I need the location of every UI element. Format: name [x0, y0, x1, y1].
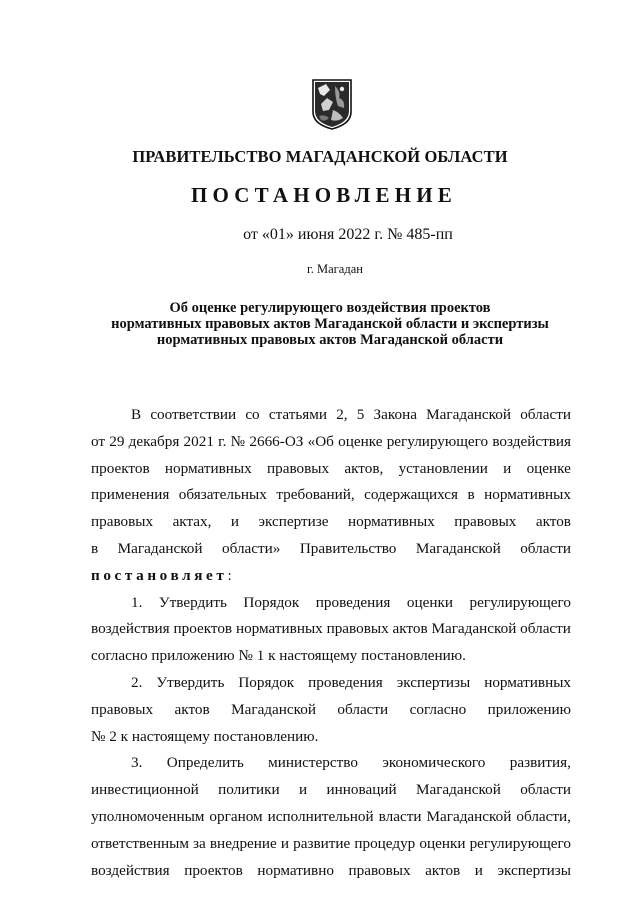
word: В	[131, 406, 142, 423]
body-line	[91, 804, 571, 831]
word: Порядок	[243, 593, 300, 611]
word: оценке	[338, 432, 383, 450]
date-and-number: от «01» июня 2022 г. № 485-пп	[243, 226, 453, 243]
word: регулирующего	[469, 834, 571, 852]
word: от	[91, 432, 106, 450]
body-line	[91, 670, 571, 697]
word: воздействия	[91, 861, 170, 879]
word: соответствии	[150, 406, 237, 423]
word: декабря	[128, 432, 180, 450]
word: г.	[218, 432, 227, 450]
word: статьями	[268, 406, 328, 423]
word: экспертизе	[258, 513, 329, 531]
document-type-title: ПОСТАНОВЛЕНИЕ	[190, 183, 458, 207]
body-line	[91, 456, 571, 483]
word: актов,	[344, 459, 384, 477]
word: развитие	[293, 834, 351, 852]
word: проектов	[91, 459, 150, 477]
word: экспертизы	[497, 861, 571, 879]
word: нормативных	[235, 620, 323, 638]
word: нормативных	[484, 673, 571, 691]
word: и	[474, 861, 483, 879]
word: актов	[392, 620, 428, 638]
word: власти	[378, 807, 422, 825]
decree-word: постановляет	[91, 566, 228, 584]
word: согласно	[409, 700, 467, 718]
word: экономического	[382, 754, 486, 772]
word: уполномоченным	[91, 807, 205, 825]
word: №	[230, 432, 246, 450]
word: 3.	[131, 754, 143, 772]
coat-of-arms-icon	[311, 78, 353, 130]
word: воздействия	[91, 620, 170, 638]
subject-line: нормативных правовых актов Магаданской области и экспертизы	[111, 316, 549, 332]
word: и	[280, 834, 290, 852]
word: проведения	[315, 593, 391, 611]
word: министерство	[268, 754, 358, 772]
word: нормативных	[484, 486, 571, 504]
word: области	[520, 539, 571, 557]
word: Магаданской	[426, 807, 512, 825]
word: приложению	[487, 700, 571, 718]
coat-of-arms-emblem	[311, 78, 353, 130]
word: области,	[516, 807, 571, 825]
word: актах,	[172, 513, 212, 531]
decree-colon: :	[227, 566, 232, 584]
word: 2,	[336, 406, 348, 423]
word: правовых	[326, 620, 389, 638]
word: в	[467, 486, 475, 504]
body-line	[91, 858, 571, 885]
word: правовых	[348, 861, 411, 879]
word: со	[245, 406, 260, 423]
word: Магаданской	[117, 539, 203, 557]
word: актов	[425, 861, 461, 879]
word: регулирующего	[469, 593, 571, 611]
word: 2.	[131, 673, 143, 691]
word: правовых	[454, 513, 517, 531]
word: проектов	[184, 861, 243, 879]
body-line	[91, 429, 571, 456]
body-line	[91, 509, 571, 536]
word: Утвердить	[158, 593, 227, 611]
word: проведения	[308, 673, 383, 691]
word: Магаданской	[231, 700, 316, 718]
word: Закона	[373, 406, 417, 423]
word: 2021	[183, 432, 214, 450]
word: оценки	[419, 834, 466, 852]
word: проектов	[173, 620, 233, 638]
word: области	[337, 700, 389, 718]
word: актов	[174, 700, 210, 718]
government-name: ПРАВИТЕЛЬСТВО МАГАДАНСКОЙ ОБЛАСТИ	[132, 147, 508, 166]
word: Магаданской	[415, 539, 501, 557]
body-line	[91, 536, 571, 563]
word: «Об	[307, 432, 334, 450]
word: Правительство	[299, 539, 397, 557]
word: политики	[218, 781, 280, 799]
word: Утвердить	[156, 673, 225, 691]
word: Порядок	[238, 673, 295, 691]
word: развития,	[509, 754, 571, 772]
document-subject	[60, 300, 600, 348]
word: регулирующего	[386, 432, 489, 450]
word: нормативных	[164, 459, 252, 477]
word: содержащихся	[364, 486, 459, 504]
word: 2666-ОЗ	[249, 432, 304, 450]
body-line	[91, 402, 571, 429]
word: области»	[222, 539, 281, 557]
word: ответственным	[91, 834, 189, 852]
body-line	[91, 831, 571, 858]
word: нормативно	[257, 861, 334, 879]
word: нормативных	[348, 513, 435, 531]
word: Магаданской	[415, 781, 501, 799]
word: Определить	[166, 754, 244, 772]
word: установлении	[398, 459, 488, 477]
word: применения	[91, 486, 170, 504]
word: за	[193, 834, 206, 852]
word: Магаданской	[431, 620, 517, 638]
word: исполнительной	[267, 807, 374, 825]
word: и	[230, 513, 240, 531]
city-name: г. Магадан	[307, 262, 363, 276]
word: 1.	[131, 593, 143, 611]
word: 5	[356, 406, 365, 423]
body-line	[91, 777, 571, 804]
body-line	[91, 697, 571, 724]
word: 29	[109, 432, 125, 450]
body-line	[91, 616, 571, 643]
word: правовых	[91, 700, 154, 718]
word: требований,	[276, 486, 355, 504]
document-body	[91, 402, 571, 884]
body-line: согласно приложению № 1 к настоящему постановлению.	[91, 647, 466, 665]
body-line: № 2 к настоящему постановлению.	[91, 727, 319, 745]
word: инноваций	[326, 781, 397, 799]
subject-line: нормативных правовых актов Магаданской области	[156, 332, 504, 348]
word: актов	[535, 513, 571, 531]
word: воздействия	[492, 432, 571, 450]
word: процедур	[354, 834, 416, 852]
word: обязательных	[178, 486, 267, 504]
word: оценки	[406, 593, 454, 611]
decree-line	[91, 563, 571, 590]
word: правовых	[91, 513, 154, 531]
word: внедрение	[209, 834, 277, 852]
body-line	[91, 590, 571, 617]
word: области	[520, 781, 571, 799]
subject-line: Об оценке регулирующего воздействия проектов	[169, 300, 491, 316]
body-line	[91, 750, 571, 777]
word: оценке	[526, 459, 571, 477]
body-line	[91, 482, 571, 509]
word: Магаданской	[426, 406, 512, 423]
word: инвестиционной	[91, 781, 199, 799]
word: области	[520, 620, 571, 638]
word: экспертизы	[396, 673, 471, 691]
word: органом	[209, 807, 263, 825]
word: области	[520, 406, 571, 423]
word: правовых	[267, 459, 330, 477]
word: и	[299, 781, 308, 799]
word: в	[91, 539, 99, 557]
word: и	[503, 459, 512, 477]
